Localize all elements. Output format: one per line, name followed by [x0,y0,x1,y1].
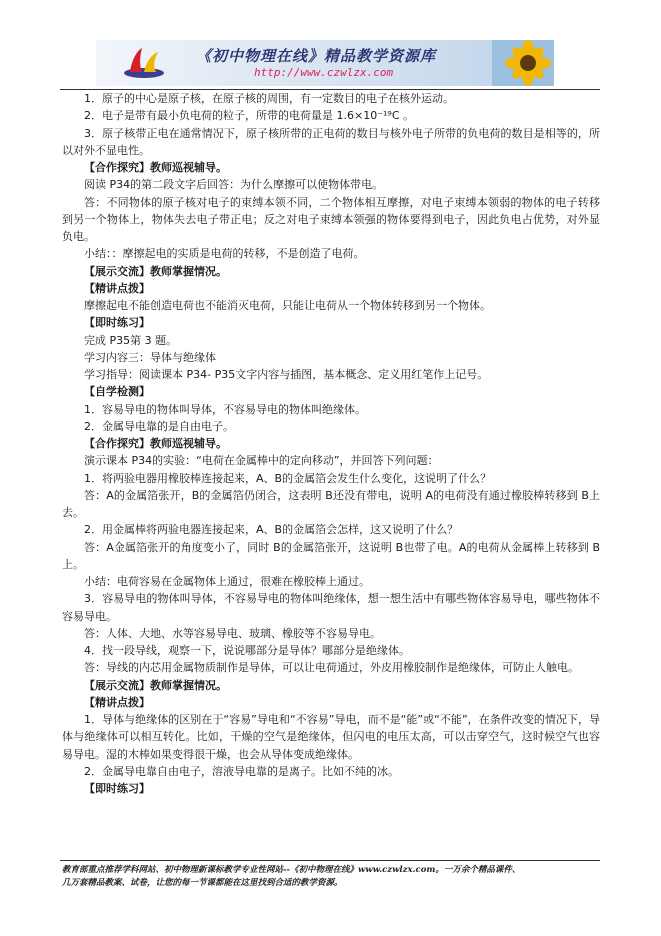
paragraph: 1．原子的中心是原子核，在原子核的周围，有一定数目的电子在核外运动。 [84,92,454,105]
banner-title: 《初中物理在线》精品教学资源库 [196,47,437,65]
paragraph: 2．用金属棒将两验电器连接起来，A、B的金属箔会怎样，这又说明了什么？ [84,523,459,537]
paragraph: 演示课本 P34的实验：“电荷在金属棒中的定向移动”，并回答下列问题： [84,454,439,468]
paragraph: 答：人体、大地、水等容易导电、玻璃、橡胶等不容易导电。 [84,626,381,640]
banner-url: http://www.czwlzx.com [254,66,394,79]
section-tag: 【合作探究】教师巡视辅导。 [84,437,227,450]
paragraph: 阅读 P34的第二段文字后回答：为什么摩擦可以使物体带电。 [84,178,384,192]
section-tag: 【即时练习】 [84,782,150,795]
paragraph: 2．金属导电靠的是自由电子。 [84,419,234,433]
paragraph: 答：不同物体的原子核对电子的束缚本领不同，二个物体相互摩擦，对电子束缚本领弱的物体的电子转移到另一个物体上，物体失去电子带正电；反之对电子束缚本领强的物体要得到电子，因此负电占优势，对外显负电。 [62,195,600,243]
paragraph: 答：A的金属箔张开，B的金属箔仍闭合，这表明 B还没有带电，说明 A的电荷没有通过橡胶棒转移到 B上去。 [62,488,600,519]
section-tag: 【合作探究】教师巡视辅导。 [84,161,227,174]
paragraph: 学习内容三：导体与绝缘体 [84,350,216,364]
paragraph: 小结：：摩擦起电的实质是电荷的转移，不是创造了电荷。 [84,247,365,261]
paragraph: 3．容易导电的物体叫导体，不容易导电的物体叫绝缘体，想一想生活中有哪些物体容易导电，哪些物体不容易导电。 [62,592,600,623]
paragraph: 完成 P35第 3 题。 [84,333,178,347]
paragraph: 小结：电荷容易在金属物体上通过，很难在橡胶棒上通过。 [84,575,370,588]
paragraph: 4．找一段导线，观察一下，说说哪部分是导体？哪部分是绝缘体。 [84,644,410,657]
paragraph: 1．将两验电器用橡胶棒连接起来，A、B的金属箔会发生什么变化，这说明了什么？ [84,471,492,485]
paragraph: 答：A金属箔张开的角度变小了，同时 B的金属箔张开，这说明 B也带了电。A的电荷从金属棒上转移到 B上。 [62,540,600,571]
section-tag: 【自学检测】 [84,385,150,399]
sunflower-icon [492,40,554,86]
paragraph: 答：导线的内芯用金属物质制作是导体，可以让电荷通过，外皮用橡胶制作是绝缘体，可防止人触电。 [84,661,579,675]
document-body [62,90,600,797]
header-banner [96,40,554,86]
section-tag: 【即时练习】 [84,316,150,330]
paragraph: 1．容易导电的物体叫导体，不容易导电的物体叫绝缘体。 [84,402,366,416]
paragraph: 学习指导：阅读课本 P34- P35文字内容与插图，基本概念、定义用红笔作上记号。 [84,368,489,381]
footer-line-1: 教育部重点推荐学科网站、初中物理新课标教学专业性网站--《初中物理在线》www.czwlzx.com。一万余个精品课件、 [62,865,521,875]
footer-line-2: 几万套精品教案、试卷，让您的每一节课都能在这里找到合适的教学资源。 [62,878,343,888]
section-tag: 【精讲点拨】 [84,281,150,295]
paragraph: 2．金属导电靠自由电子，溶液导电靠的是离子。比如不纯的冰。 [84,764,399,778]
footer-rule [60,860,600,861]
site-logo-icon [122,46,166,80]
section-tag: 【精讲点拨】 [84,695,150,709]
paragraph: 3．原子核带正电在通常情况下，原子核所带的正电荷的数目与核外电子所带的负电荷的数目是相等的，所以对外不显电性。 [62,126,600,157]
page-footer [62,864,602,890]
section-tag: 【展示交流】教师掌握情况。 [84,264,227,278]
section-tag: 【展示交流】教师掌握情况。 [84,678,227,692]
paragraph: 2．电子是带有最小负电荷的粒子，所带的电荷量是 1.6×10⁻¹⁹C 。 [84,109,415,123]
paragraph: 1．导体与绝缘体的区别在于“容易”导电和“不容易”导电，而不是“能”或“不能”，在条件改变的情况下，导体与绝缘体可以相互转化。比如，干燥的空气是绝缘体，但闪电的电压太高，可以击穿空气，这时候空气也容易导电。湿的木棒如果变得很干燥，也会从导体变成绝缘体。 [62,713,600,761]
paragraph: 摩擦起电不能创造电荷也不能消灭电荷，只能让电荷从一个物体转移到另一个物体。 [84,299,491,312]
